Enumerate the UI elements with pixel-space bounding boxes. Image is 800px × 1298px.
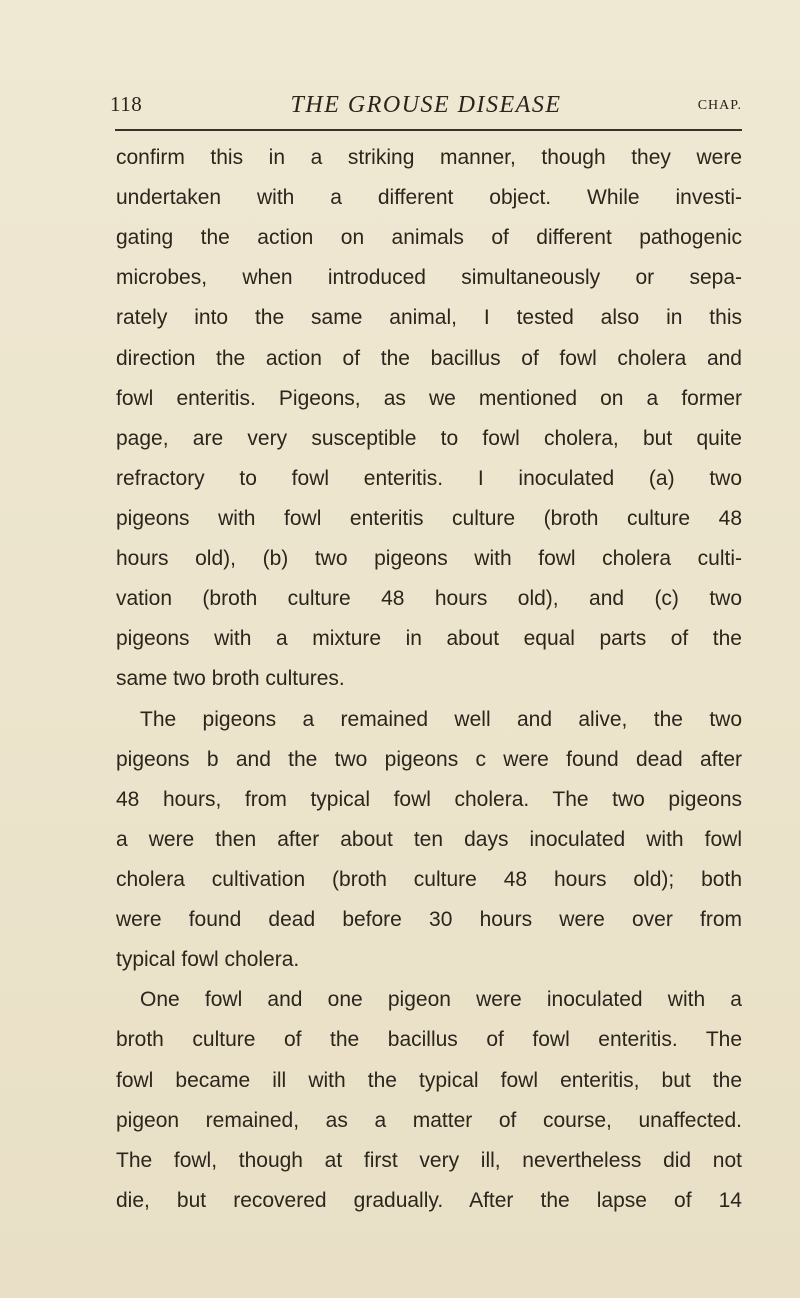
text-line: microbes, when introduced simultaneously or sepa- bbox=[116, 266, 742, 290]
text-line: gating the action on animals of different pathogenic bbox=[116, 226, 742, 250]
page-header bbox=[110, 92, 742, 126]
text-line: refractory to fowl enteritis. I inoculated (a) two bbox=[116, 466, 742, 490]
page-number: 118 bbox=[110, 92, 143, 116]
running-title: THE GROUSE DISEASE bbox=[290, 92, 562, 118]
text-line: One fowl and one pigeon were inoculated with a bbox=[140, 988, 742, 1012]
text-line: The pigeons a remained well and alive, the two bbox=[140, 707, 742, 731]
text-line: a were then after about ten days inoculated with fowl bbox=[116, 827, 742, 851]
text-line: vation (broth culture 48 hours old), and (c) two bbox=[116, 587, 742, 611]
text-line: page, are very susceptible to fowl cholera, but quite bbox=[116, 426, 742, 450]
text-line: confirm this in a striking manner, though they were bbox=[116, 146, 742, 169]
text-line: pigeons b and the two pigeons c were found dead after bbox=[116, 747, 742, 771]
chapter-label: CHAP. bbox=[697, 98, 742, 113]
text-line: cholera cultivation (broth culture 48 hours old); both bbox=[116, 867, 742, 891]
text-line: pigeon remained, as a matter of course, unaffected. bbox=[116, 1108, 742, 1132]
text-line: fowl enteritis. Pigeons, as we mentioned on a former bbox=[116, 386, 742, 410]
text-line: pigeons with fowl enteritis culture (broth culture 48 bbox=[116, 506, 742, 530]
text-line: die, but recovered gradually. After the lapse of 14 bbox=[116, 1188, 742, 1212]
text-line: were found dead before 30 hours were over from bbox=[116, 908, 742, 932]
text-line: same two broth cultures. bbox=[116, 667, 345, 691]
body-text bbox=[116, 138, 742, 1221]
text-line: direction the action of the bacillus of fowl cholera and bbox=[116, 346, 742, 370]
text-line: undertaken with a different object. While investi- bbox=[116, 186, 742, 210]
text-line: hours old), (b) two pigeons with fowl cholera culti- bbox=[116, 547, 742, 571]
text-line: The fowl, though at first very ill, nevertheless did not bbox=[116, 1148, 742, 1172]
text-line: 48 hours, from typical fowl cholera. The two pigeons bbox=[116, 787, 742, 811]
text-line: typical fowl cholera. bbox=[116, 948, 300, 972]
header-rule bbox=[115, 129, 742, 131]
text-line: pigeons with a mixture in about equal parts of the bbox=[116, 627, 742, 651]
text-line: fowl became ill with the typical fowl enteritis, but the bbox=[116, 1068, 742, 1092]
text-line: rately into the same animal, I tested also in this bbox=[116, 306, 742, 330]
text-line: broth culture of the bacillus of fowl enteritis. The bbox=[116, 1028, 742, 1052]
